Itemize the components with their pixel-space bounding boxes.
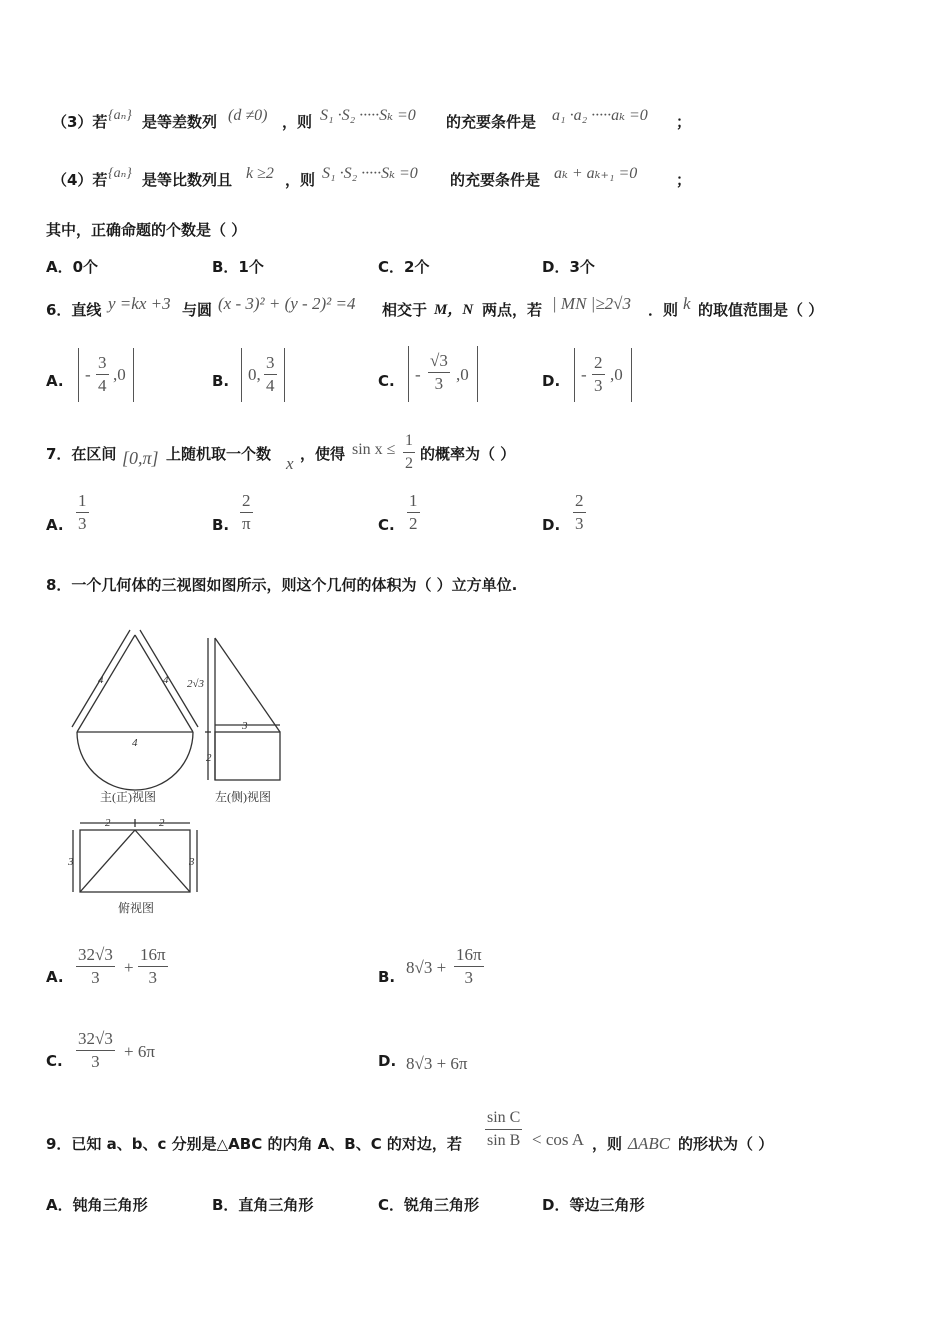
q6-b-pre: 0, [248,365,261,384]
q4-seq: {aₙ} [108,166,132,181]
q6-text2: 相交于 [382,301,428,319]
q6-d-post: ,0 [610,365,623,384]
q3-text3: 的充要条件是 [446,113,537,131]
q4-condition: k ≥2 [246,165,274,182]
q8-option-d[interactable]: D. [378,1052,397,1070]
q8-c-num: 32√3 [76,1028,115,1051]
q3-product: S₁ ·S₂ ·····Sₖ =0 [320,107,416,124]
q4-text2: ，则 [285,171,316,189]
q4-product: S₁ ·S₂ ·····Sₖ =0 [322,165,418,182]
q8-b-pre: 8√3 + [406,958,447,977]
q8-option-b[interactable]: B. [378,968,396,986]
summary-stem-text: 其中，正确命题的个数是（ ） [46,221,247,239]
q6-a-post: ,0 [113,365,126,384]
q9-text2: 的形状为（ ） [678,1135,774,1153]
top-view-rect [80,830,190,892]
q6-c-fraction [428,350,450,395]
q6-d-den: 3 [594,376,603,395]
q4-text1: 是等比数列且 [142,171,233,189]
q6-b-fraction [264,352,277,397]
q8-a-num2: 16π [138,944,168,967]
q7-a-fraction [76,490,89,535]
q3-text2: ，则 [282,113,313,131]
q3-label: （3）若 [52,113,108,131]
q8-d-expr: 8√3 + 6π [406,1054,468,1073]
side-view-rect [215,732,280,780]
q6-k: k [683,294,691,313]
label-top-left: 2 [105,817,111,829]
q7-x: x [286,454,294,473]
q3-text1: 是等差数列 [142,113,218,131]
top-view-caption: 俯视图 [118,901,155,915]
q7-text1: 上随机取一个数 [166,445,272,463]
q8-b-fraction [454,944,484,989]
q6-text1: 与圆 [182,301,213,319]
q7-d-fraction [573,490,586,535]
q7-interval: [0,π] [122,448,159,468]
q6-text4: ．则 [648,301,679,319]
q8-a-den1: 3 [91,968,100,987]
q8-a-num1: 32√3 [76,944,115,967]
label-top-right: 2 [159,817,165,829]
q6-c-num: √3 [428,350,450,373]
q6-line-equation: y =kx +3 [108,294,171,313]
q8-a-plus: + [124,958,134,977]
q7-c-num: 1 [407,490,420,513]
summary-option-d[interactable]: D．3个 [542,258,595,276]
q9-frac-num: sin C [485,1107,522,1130]
q9-number: 9．已知 a、b、c 分别是△ABC 的内角 A、B、C 的对边，若 [46,1135,462,1153]
q6-option-c[interactable]: C. [378,372,395,390]
q6-a-num: 3 [96,352,109,375]
q7-b-num: 2 [240,490,253,513]
q6-a-den: 4 [98,376,107,395]
label-slant-right: 4 [163,674,169,686]
q4-text3: 的充要条件是 [450,171,541,189]
q9-triangle: ΔABC [628,1134,671,1153]
q6-circle-equation: (x - 3)² + (y - 2)² =4 [218,294,356,313]
q6-a-pre: - [85,365,91,384]
label-base: 4 [132,737,138,749]
q6-text5: 的取值范围是（ ） [698,301,824,319]
label-top-h-left: 3 [68,856,74,868]
side-view-caption: 左(侧)视图 [215,790,271,804]
label-side-height: 2√3 [187,678,205,690]
q6-condition: | MN |≥2√3 [552,294,632,313]
q9-frac-den: sin B [487,1132,521,1149]
q6-option-b[interactable]: B. [212,372,230,390]
q7-inequality: sin x ≤ [352,441,396,458]
q6-number: 6．直线 [46,301,102,319]
q8-c-post: + 6π [124,1042,155,1061]
q7-ineq-den: 2 [405,455,413,472]
q7-d-num: 2 [573,490,586,513]
q8-option-c[interactable]: C. [46,1052,63,1070]
q7-ineq-num: 1 [403,430,415,453]
q8-b-den: 3 [464,968,474,987]
q3-seq: {aₙ} [108,108,132,123]
q7-c-den: 2 [409,514,418,533]
label-side-low: 2 [206,752,212,764]
q6-c-post: ,0 [456,365,469,384]
q7-a-den: 3 [78,514,87,533]
q8-c-den: 3 [91,1052,100,1071]
front-view-caption: 主(正)视图 [100,790,156,804]
q6-b-den: 4 [266,376,275,395]
front-view-left-edge [77,635,135,732]
q6-a-fraction [96,352,109,397]
q6-option-d[interactable]: D. [542,372,561,390]
side-view-hypotenuse [215,638,280,732]
q9-option-c[interactable]: C．锐角三角形 [378,1196,480,1214]
q7-text2: ，使得 [300,445,346,463]
q9-option-b[interactable]: B．直角三角形 [212,1196,314,1214]
label-slant-left: 4 [98,674,104,686]
q7-b-fraction [240,490,253,535]
q7-option-d[interactable]: D. [542,516,561,534]
q8-a-den2: 3 [148,968,158,987]
q7-c-fraction [407,490,420,535]
q9-option-a[interactable]: A．钝角三角形 [46,1196,148,1214]
three-view-figure [60,625,300,920]
q8-option-a[interactable]: A. [46,968,64,986]
q4-label: （4）若 [52,171,108,189]
q8-c-fraction [76,1028,115,1073]
q7-d-den: 3 [575,514,584,533]
q9-option-d[interactable]: D．等边三角形 [542,1196,645,1214]
q7-ineq-fraction [403,430,415,475]
q8-a-fraction2 [138,944,168,989]
q3-condition: (d ≠0) [228,107,268,124]
q8-text: 8．一个几何体的三视图如图所示，则这个几何的体积为（ ）立方单位. [46,576,518,594]
q6-text3: 两点，若 [482,301,543,319]
q7-number: 7．在区间 [46,445,117,463]
q8-a-fraction1 [76,944,115,989]
q9-relation: < cos A [532,1130,585,1149]
q9-fraction [485,1107,522,1152]
q7-option-b[interactable]: B. [212,516,230,534]
q9-text1: ，则 [592,1135,623,1153]
q7-text3: 的概率为（ ） [420,445,516,463]
label-side-width: 3 [242,720,248,732]
q4-end: ； [676,171,692,189]
q6-d-pre: - [581,365,587,384]
q3-result: a₁ ·a₂ ·····aₖ =0 [552,107,648,124]
q6-points: M，N [434,302,474,318]
summary-option-b[interactable]: B．1个 [212,258,264,276]
label-top-h-right: 3 [189,856,195,868]
summary-option-c[interactable]: C．2个 [378,258,430,276]
summary-option-a[interactable]: A．0个 [46,258,99,276]
q8-b-num: 16π [454,944,484,967]
q6-option-a[interactable]: A. [46,372,64,390]
q3-end: ； [676,113,692,131]
q7-b-den: π [241,514,251,533]
q6-b-num: 3 [264,352,277,375]
q6-c-pre: - [415,365,421,384]
q6-d-num: 2 [592,352,605,375]
q7-a-num: 1 [76,490,89,513]
q7-option-c[interactable]: C. [378,516,395,534]
q6-c-den: 3 [434,374,444,393]
q4-result: aₖ + aₖ₊₁ =0 [554,165,638,182]
q7-option-a[interactable]: A. [46,516,64,534]
q6-d-fraction [592,352,605,397]
